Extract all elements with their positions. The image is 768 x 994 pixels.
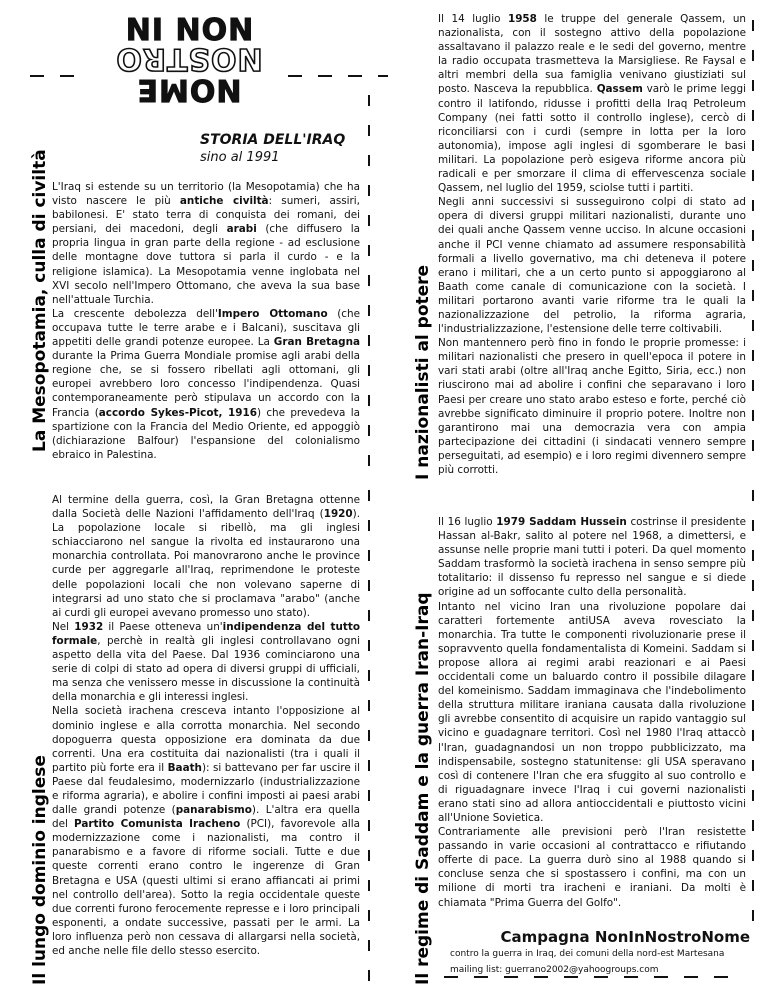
campaign-title: Campagna NonInNostroNome <box>500 928 750 946</box>
paragraph: Intanto nel vicino Iran una rivoluzione popolare dai caratteri fortemente antiUSA aveva rovesciato la monarchia. Tra tutte le componenti rivoluzionarie prese il sopravvento quella fondamentalista di Komeini. Saddam si propose allora ai regimi arabi reazionari e ai Paesi occidentali come un baluardo contro il possibile dilagare del komeinismo. Saddam immaginava che l'indebolimento della struttura militare iraniana causata dalla rivoluzione gli avrebbe consentito di acquisire un rapido vantaggio sul vicino e guadagnare territori. Così nel 1980 l'Iraq attaccò l'Iran, guadagnandosi un non troppo pubblicizzato, ma indispensabile, sostegno statunitense: gli USA speravano così di contenere l'Iran che era sfuggito al suo controllo e di riguadagnare invece l'Iraq i cui governi nazionalisti erano stati sino ad allora antioccidentali e piuttosto vicini all'Unione Sovietica. <box>438 600 746 824</box>
paragraph: Il 14 luglio 1958 le truppe del generale Qassem, un nazionalista, con il sostegno attivo della popolazione assaltavano il palazzo reale e le sedi del governo, mentre la radio occupata trasmetteva la Marsigliese. Re Faysal e altri membri della sua famiglia venivano giustiziati sul posto. Nasceva la repubblica. Qassem varò le prime leggi contro il latifondo, ridusse i profitti della Iraq Petroleum Company (nei fatti sotto il controllo inglese), cercò di riconciliarsi con i curdi (sempre in lotta per la loro autonomia), impose agli inglesi di sgomberare le basi militari. La popolazione però esigeva riforme ancora più radicali e per smorzare il clima di effervescenza sociale Qassem, nel luglio del 1959, sciolse tutti i partiti. <box>438 13 746 195</box>
logo-line-3: NOME <box>136 72 242 107</box>
paragraph: Contrariamente alle previsioni però l'Iran resistette passando in varie occasioni al contrattacco e rifiutando offerte di pace. La guerra durò sino al 1988 quando si concluse senza che si spostassero i confini, ma con un milione di morti tra iracheni e iraniani. Da molti è chiamata "Prima Guerra del Golfo". <box>438 826 746 909</box>
campaign-footer <box>450 928 750 976</box>
paragraph: Il 16 luglio 1979 Saddam Hussein costrinse il presidente Hassan al-Bakr, salito al potere nel 1968, a dimettersi, e assunse nelle proprie mani tutti i poteri. Da quel momento Saddam trasformò la società irachena in senso sempre più totalitario: il dissenso fu represso nel sangue e si diede origine ad un soffocante culto della personalità. <box>438 516 746 599</box>
section-dominio-inglese <box>52 493 360 958</box>
subtitle-text: sino al 1991 <box>200 150 280 165</box>
side-title-dominio-inglese: Il lungo dominio inglese <box>30 755 50 985</box>
section-nazionalisti <box>438 12 746 477</box>
paragraph: Nella società irachena cresceva intanto l'opposizione al dominio inglese e alla corrotta monarchia. Nel secondo dopoguerra questa opposizione era dominata da due correnti. Una era costituita dai nazionalisti (tra i quali il partito più forte era il Baath): si battevano per far uscire il Paese dal feudalesimo, modernizzarlo (industrializzazione e riforma agraria), e abolire i confini imposti ai paesi arabi dalle grandi potenze (panarabismo). L'altra era quella del Partito Comunista Iracheno (PCI), favorevole alla modernizzazione come i nazionalisti, ma contro il panarabismo e a favore di riforme sociali. Tutte e due queste correnti erano contro le ingerenze di Gran Bretagna e USA (questi ultimi si erano affiancati ai primi nel controllo dell'area). Sotto la regia occidentale queste due correnti furono ferocemente represse e i loro principali esponenti, a ondate successive, passati per le armi. La loro influenza però non cessava di allargarsi nella società, ed anche nelle file dello stesso esercito. <box>52 705 361 957</box>
logo-line-1: NON IN <box>124 10 254 45</box>
paragraph: L'Iraq si estende su un territorio (la Mesopotamia) che ha visto nascere le più antiche civiltà: sumeri, assiri, babilonesi. E' stato terra di conquista dei romani, dei persiani, dei macedoni, degli arabi (che diffusero la propria lingua in gran parte della regione - ad esclusione delle montagne dove tuttora si parla il curdo - e la religione islamica). La Mesopotamia venne inglobata nel XVI secolo nell'Impero Ottomano, che aveva la sua base nell'attuale Turchia. <box>52 181 360 306</box>
title-text: STORIA DELL'IRAQ <box>200 132 346 148</box>
paragraph: Nel 1932 il Paese otteneva un'indipendenza del tutto formale, perchè in realtà gli inglesi controllavano ogni aspetto della vita del Paese. Dal 1936 cominciarono una serie di colpi di stato ad opera di diversi gruppi di ufficiali, ma senza che venissero messe in discussione la continuità della monarchia e gli interessi inglesi. <box>52 620 360 704</box>
paragraph: Negli anni successivi si susseguirono colpi di stato ad opera di diversi gruppi militari nazionalisti, durante uno dei quali anche Qassem venne ucciso. In alcune occasioni anche il PCI venne chiamato ad assumere responsabilità formali a livello governativo, ma chi deteneva il potere erano i militari, che a un certo punto si appoggiarono al Baath come canale di comunicazione con la società. I militari portarono avanti varie riforme tra le quali la nazionalizzazione del petrolio, la riforma agraria, l'industrializzazione, l'estensione delle terre coltivabili. <box>438 196 746 336</box>
paragraph: La crescente debolezza dell'Impero Ottomano (che occupava tutte le terre arabe e i Balcani), suscitava gli appetiti delle grandi potenze europee. La Gran Bretagna durante la Prima Guerra Mondiale promise agli arabi della regione che, se si fossero ribellati agli ottomani, gli europei avrebbero loro concesso l'indipendenza. Quasi contemporaneamente però stipulava un accordo con la Francia (accordo Sykes-Picot, 1916) che prevedeva la spartizione con la Francia del Medio Oriente, ed appoggiò (dichiarazione Balfour) l'espansione del colonialismo ebraico in Palestina. <box>52 307 360 461</box>
page-title <box>200 132 350 165</box>
side-title-saddam: Il regime di Saddam e la guerra Iran-Iraq <box>413 592 433 985</box>
campaign-subtitle: contro la guerra in Iraq, dei comuni della nord-est Martesana <box>450 949 725 959</box>
mailing-list: mailing list: guerrano2002@yahoogroups.com <box>450 965 659 975</box>
paragraph: Al termine della guerra, così, la Gran Bretagna ottenne dalla Società delle Nazioni l'affidamento dell'Iraq (1920). La popolazione locale si ribellò, ma gli inglesi schiacciarono nel sangue la rivolta ed instaurarono una monarchia controllata. Poi manovrarono anche le province curde per aggregarle all'Iraq, reprimendone le proteste delle popolazioni locali che non volevano saperne di integrarsi ad uno stato che si proclamava "arabo" (anche ai curdi gli europei avevano promesso uno stato). <box>52 494 360 619</box>
logo-line-2: NOSTRO <box>115 41 263 76</box>
non-in-nostro-nome-logo <box>104 12 274 108</box>
side-title-mesopotamia: La Mesopotamia, culla di civiltà <box>30 149 50 452</box>
section-mesopotamia <box>52 180 360 462</box>
paragraph: Non mantennero però fino in fondo le proprie promesse: i militari nazionalisti che presero in quell'epoca il potere in vari stati arabi (oltre all'Iraq anche Egitto, Siria, ecc.) non riuscirono mai ad abolire i confini che separavano i loro Paesi per creare uno stato arabo esteso e forte, perché ciò avrebbe significato diminuire il proprio potere. Inoltre non garantirono mai una democrazia vera con ampia partecipazione dei cittadini (i sindacati vennero sempre perseguitati, ad esempio) e i loro regimi divennero sempre più corrotti. <box>438 337 746 476</box>
section-saddam <box>438 515 746 910</box>
side-title-nazionalisti: I nazionalisti al potere <box>413 264 433 480</box>
